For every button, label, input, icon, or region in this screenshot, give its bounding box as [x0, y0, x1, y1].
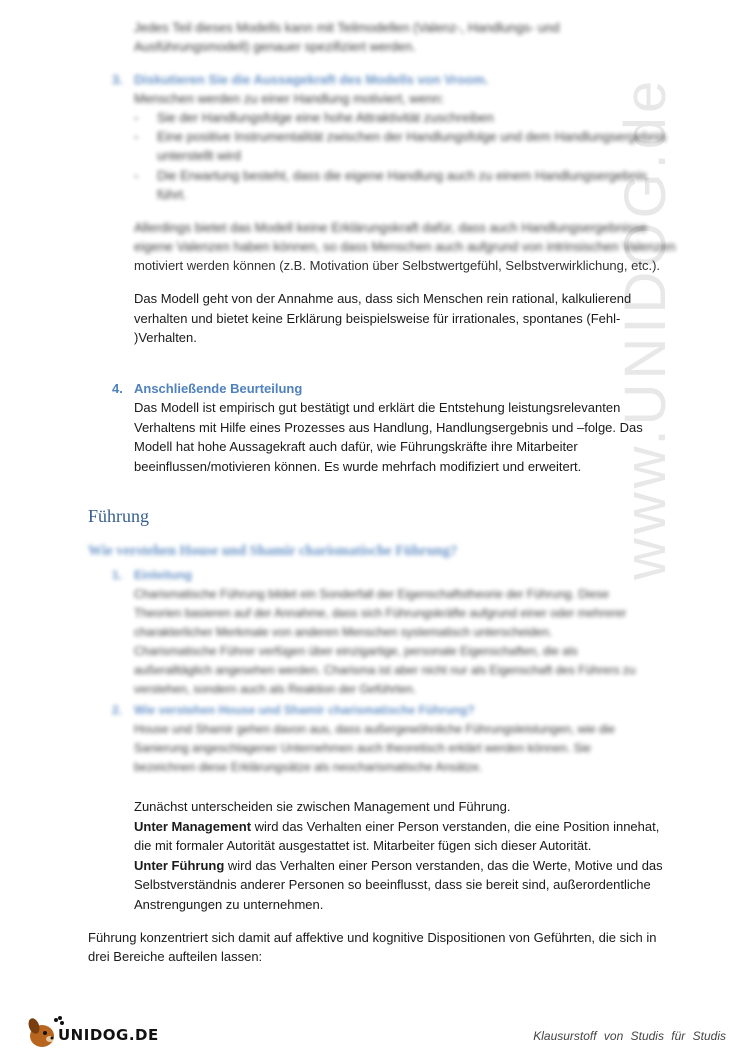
text-line	[134, 817, 659, 836]
bullet-text: Sie der Handlungsfolge eine hohe Attraktivität zuschreiben	[157, 110, 494, 125]
text-line: Ausführungsmodell) genauer spezifiziert werden.	[134, 39, 416, 54]
text-line: House und Shamir gehen davon aus, dass außergewöhnliche Führungsleistungen, wie die	[134, 722, 615, 736]
text-line: charakterlicher Merkmale von anderen Menschen systematisch unterscheiden.	[134, 625, 553, 639]
text-line: drei Bereiche aufteilen lassen:	[88, 949, 263, 964]
list-number: 3.	[112, 72, 123, 87]
bullet-text: Eine positive Instrumentalität zwischen der Handlungsfolge und dem Handlungsergebnis	[157, 129, 667, 144]
list-heading: Diskutieren Sie die Aussagekraft des Modells von Vroom.	[134, 72, 489, 87]
bold-term: Unter Management	[134, 819, 252, 834]
text-line: Das Modell ist empirisch gut bestätigt und erklärt die Entstehung leistungsrelevanten	[134, 400, 621, 415]
question-heading: Wie verstehen House und Shamir charismatische Führung?	[88, 543, 458, 559]
list-number: 4.	[112, 381, 123, 396]
text-line: bezeichnen diese Erklärungsätze als neocharismatische Ansätze.	[134, 760, 483, 774]
text-line: Verhaltens mit Hilfe eines Prozesses aus Handlung, Handlungsergebnis und –folge. Das	[134, 420, 643, 435]
bullet-text: unterstellt wird	[157, 148, 241, 163]
list-heading: Wie verstehen House und Shamir charismatische Führung?	[134, 703, 475, 717]
text-line: außeralltäglich angesehen werden. Charisma ist aber nicht nur als Eigenschaft des Führers zu	[134, 663, 636, 677]
text-line: verhalten und bietet keine Erklärung beispielsweise für irrationales, spontanes (Fehl-	[134, 311, 621, 326]
text-line: Jedes Teil dieses Modells kann mit Teilmodellen (Valenz-, Handlungs- und	[134, 20, 560, 35]
text-line: Sanierung angeschlagener Unternehmen auch theoretisch erklärt werden können. Sie	[134, 741, 591, 755]
text-line: Allerdings bietet das Modell keine Erklärungskraft dafür, dass auch Handlungsergebnisse	[134, 220, 648, 235]
text-line: )Verhalten.	[134, 330, 197, 345]
text-line: eigene Valenzen haben können, so dass Menschen auch aufgrund von intrinsischen Valenzen	[134, 239, 676, 254]
bullet-dash: -	[134, 129, 139, 144]
text-line: Theorien basieren auf der Annahme, dass sich Führungskräfte aufgrund einer oder mehrerer	[134, 606, 627, 620]
footer-tagline: Klausurstoff von Studis für Studis	[533, 1029, 726, 1043]
text-line: beeinflussen/motivieren können. Es wurde mehrfach modifiziert und erweitert.	[134, 459, 582, 474]
bold-term: Unter Führung	[134, 858, 225, 873]
text-line: Charismatische Führung bildet ein Sonderfall der Eigenschaftstheorie der Führung. Diese	[134, 587, 609, 601]
text-line: verstehen, sondern auch als Reaktion der Geführten.	[134, 682, 417, 696]
text-line: Modell hat hohe Aussagekraft auch dafür, wie Führungskräfte ihre Mitarbeiter	[134, 439, 578, 454]
text-line: Führung konzentriert sich damit auf affektive und kognitive Dispositionen von Geführten, die sich in	[88, 930, 657, 945]
text-line	[134, 856, 663, 875]
bullet-text: führt.	[157, 187, 187, 202]
text-line: Selbstverständnis anderer Personen so beeinflusst, dass sie bereit sind, außerordentliche	[134, 877, 651, 892]
watermark-text: www.UNIDOG.de	[613, 76, 678, 580]
section-heading: Führung	[88, 506, 150, 526]
bullet-text: Die Erwartung besteht, dass die eigene Handlung auch zu einem Handlungsergebnis	[157, 168, 647, 183]
list-number: 1.	[112, 568, 123, 582]
bullet-dash: -	[134, 168, 139, 183]
text-line: Das Modell geht von der Annahme aus, dass sich Menschen rein rational, kalkulierend	[134, 291, 632, 306]
list-heading: Einleitung	[134, 568, 192, 582]
list-heading: Anschließende Beurteilung	[134, 381, 303, 396]
text-span: wird das Verhalten einer Person verstanden, die eine Position innehat,	[251, 819, 660, 834]
text-line: die mit formaler Autorität ausgestattet ist. Mitarbeiter fügen sich dieser Autorität.	[134, 838, 592, 853]
text-span: wird das Verhalten einer Person verstanden, das die Werte, Motive und das	[224, 858, 663, 873]
text-line: Zunächst unterscheiden sie zwischen Management und Führung.	[134, 799, 511, 814]
logo-text: UNIDOG.DE	[58, 1026, 159, 1044]
text-line: Anstrengungen zu unternehmen.	[134, 897, 324, 912]
text-line: motiviert werden können (z.B. Motivation über Selbstwertgefühl, Selbstverwirklichung, etc.).	[134, 258, 661, 273]
bullet-dash: -	[134, 110, 139, 125]
text-line: Charismatische Führer verfügen über einzigartige, personale Eigenschaften, die als	[134, 644, 578, 658]
list-number: 2.	[112, 703, 123, 717]
text-line: Menschen werden zu einer Handlung motiviert, wenn:	[134, 91, 445, 106]
